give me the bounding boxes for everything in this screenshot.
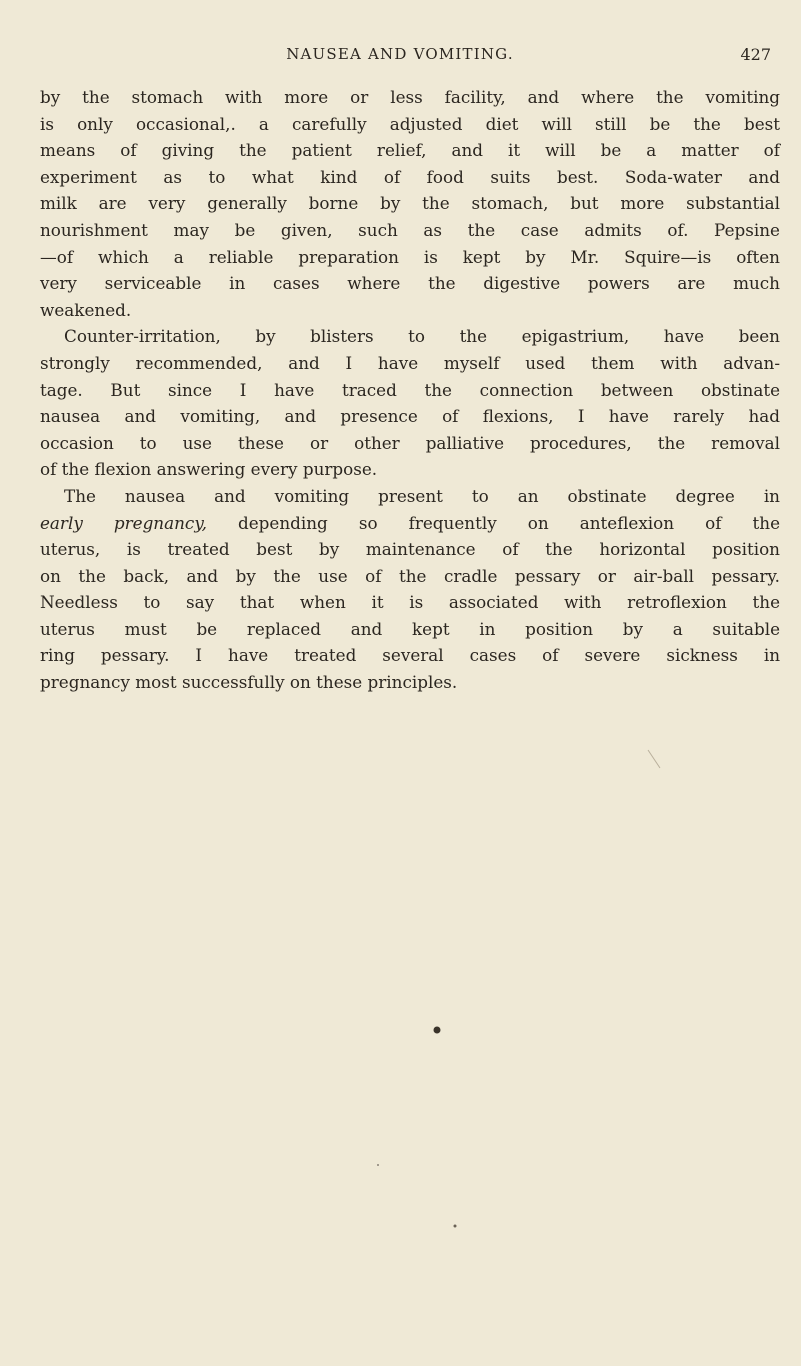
text-line: The nausea and vomiting present to an obstinate degree in [64, 485, 780, 506]
page-number: 427 [740, 45, 771, 64]
ink-speck [434, 1027, 441, 1034]
text-line: on the back, and by the use of the cradle pessary or air-ball pessary. [40, 565, 780, 586]
paragraph-counter-irritation [40, 323, 780, 483]
text-line: nourishment may be given, such as the case admits of. Pepsine [40, 219, 780, 240]
text-line: ring pessary. I have treated several cases of severe sickness in [40, 645, 780, 666]
text-line: —of which a reliable preparation is kept by Mr. Squire—is often [40, 246, 780, 267]
paragraph-diet [40, 84, 780, 323]
text-line: tage. But since I have traced the connection between obstinate [40, 379, 780, 400]
text-line: strongly recommended, and I have myself used them with advan- [40, 352, 780, 373]
paper-fiber [648, 750, 660, 768]
italic-phrase: early pregnancy, [40, 512, 207, 533]
text-line: means of giving the patient relief, and it will be a matter of [40, 140, 780, 161]
text-line: occasion to use these or other palliative procedures, the removal [40, 432, 780, 453]
text-line: milk are very generally borne by the stomach, but more substantial [40, 193, 780, 214]
text-line: experiment as to what kind of food suits best. Soda-water and [40, 166, 780, 187]
text-line: weakened. [40, 299, 132, 320]
text-line: of the flexion answering every purpose. [40, 459, 378, 480]
text-line [40, 510, 780, 537]
ink-speck [454, 1225, 457, 1228]
text-fragment: depending so frequently on anteflexion of the [206, 512, 780, 533]
text-line: is only occasional,. a carefully adjusted diet will still be the best [40, 113, 780, 134]
text-line: Counter-irritation, by blisters to the epigastrium, have been [64, 326, 780, 347]
text-line: nausea and vomiting, and presence of flexions, I have rarely had [40, 406, 780, 427]
body-text [40, 84, 780, 696]
paragraph-pregnancy [40, 483, 780, 696]
text-line: by the stomach with more or less facility, and where the vomiting [40, 87, 780, 107]
ink-speck [377, 1164, 379, 1166]
text-line: pregnancy most successfully on these principles. [40, 672, 458, 693]
text-line: very serviceable in cases where the digestive powers are much [40, 273, 780, 294]
text-line: uterus, is treated best by maintenance of the horizontal position [40, 539, 780, 560]
text-line: Needless to say that when it is associated with retroflexion the [40, 592, 780, 613]
running-head [40, 45, 771, 69]
text-line: uterus must be replaced and kept in position by a suitable [40, 618, 780, 639]
running-title: NAUSEA AND VOMITING. [286, 45, 514, 63]
